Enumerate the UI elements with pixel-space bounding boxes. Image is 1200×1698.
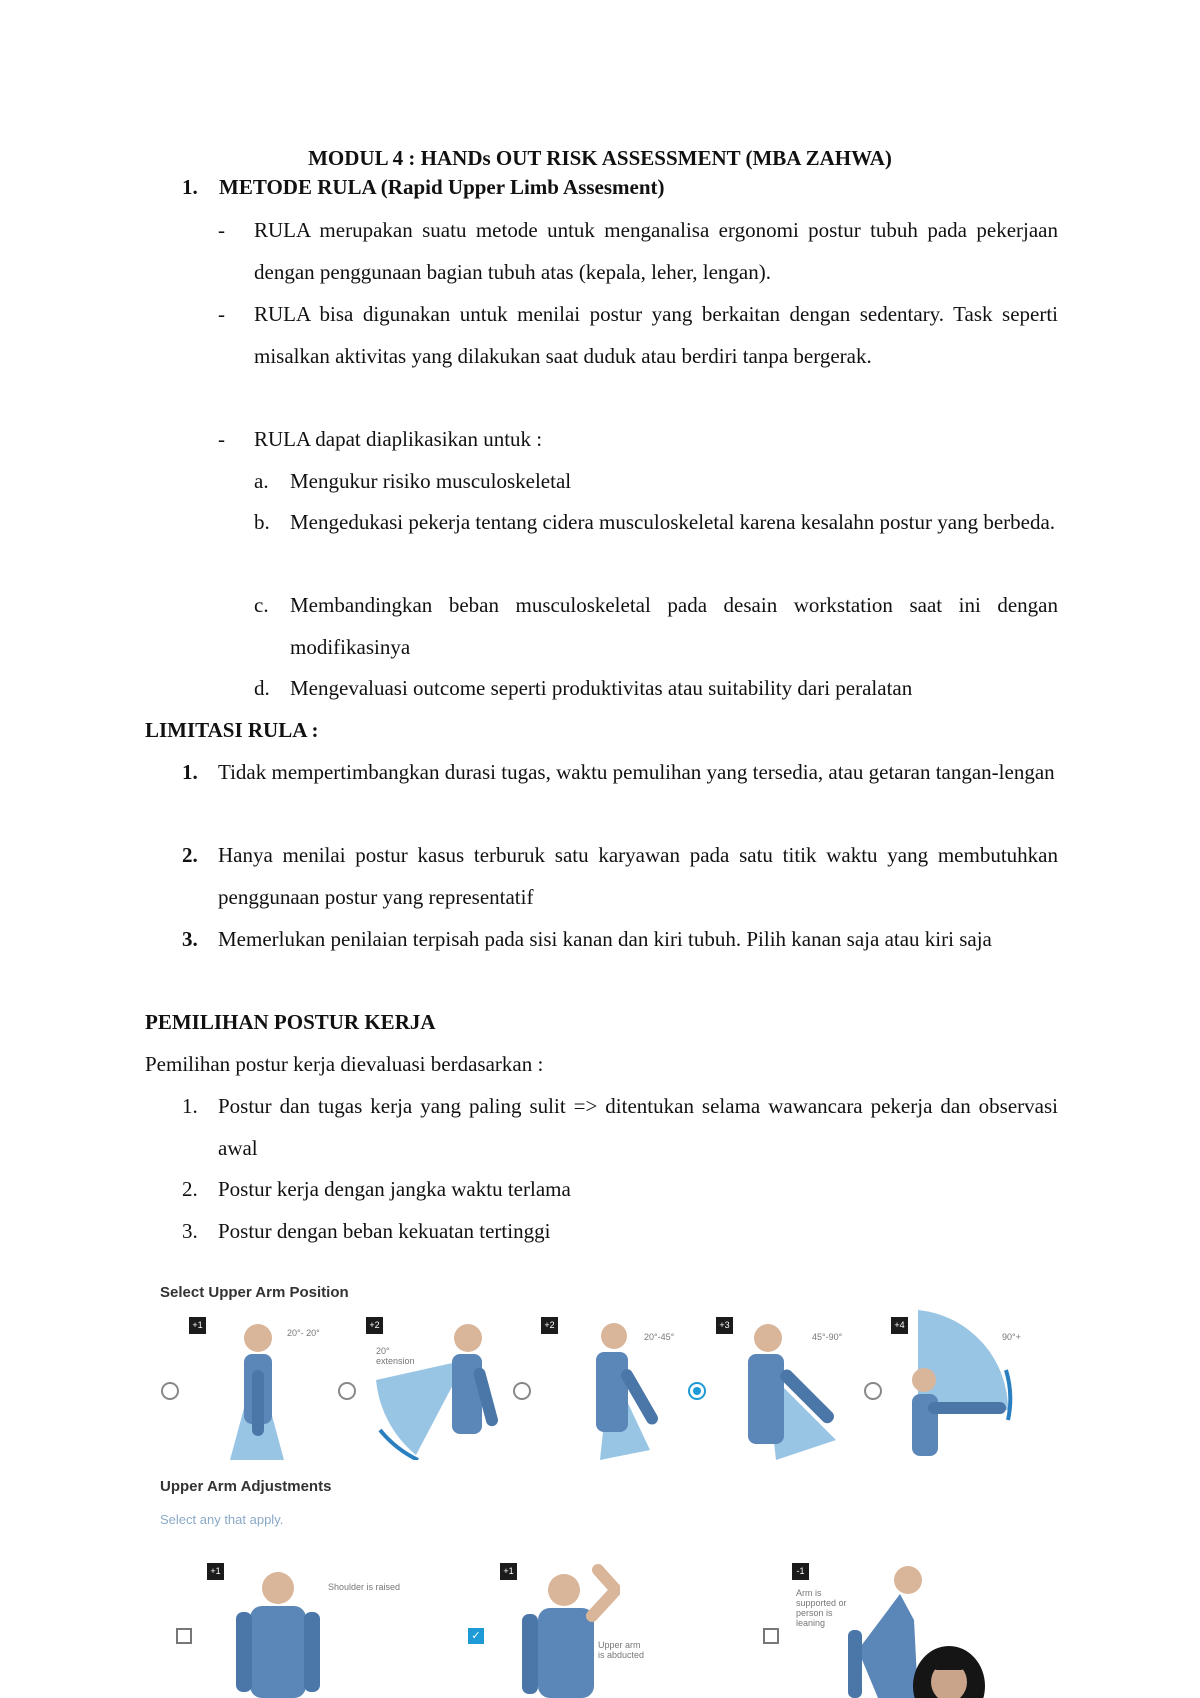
- adjustment-checkbox-3[interactable]: [763, 1628, 779, 1644]
- limitasi-item: [182, 751, 1058, 793]
- limitasi-marker: 3.: [182, 927, 198, 951]
- position-radio-1[interactable]: [161, 1382, 179, 1400]
- position-radio-5[interactable]: [864, 1382, 882, 1400]
- score-badge: +2: [541, 1317, 558, 1334]
- limitasi-text: Tidak mempertimbangkan durasi tugas, waktu pemulihan yang tersedia, atau getaran tangan-lengan: [218, 760, 1055, 784]
- score-badge: -1: [792, 1563, 809, 1580]
- adjustment-label: Arm is supported or person is leaning: [796, 1588, 847, 1628]
- bullet-text: RULA merupakan suatu metode untuk menganalisa ergonomi postur tubuh pada pekerjaan dengan penggunaan bagian tubuh atas (kepala, leher, lengan).: [254, 218, 1058, 284]
- bullet-marker: -: [218, 218, 225, 242]
- sub-item-text: Mengukur risiko musculoskeletal: [290, 469, 572, 493]
- pemilihan-text: Postur dan tugas kerja yang paling sulit => ditentukan selama wawancara pekerja dan observasi awal: [218, 1094, 1058, 1160]
- sub-item-marker: c.: [254, 593, 269, 617]
- angle-label: 20° extension: [376, 1346, 415, 1366]
- sub-item: [254, 460, 1058, 502]
- adjustment-checkbox-2[interactable]: ✓: [468, 1628, 484, 1644]
- limitasi-marker: 1.: [182, 760, 198, 784]
- limitasi-heading: LIMITASI RULA :: [145, 718, 319, 742]
- bullet-text: RULA dapat diaplikasikan untuk :: [254, 427, 543, 451]
- angle-label: 20°- 20°: [287, 1328, 320, 1338]
- section-1-heading: [182, 166, 665, 208]
- sub-item-text: Mengedukasi pekerja tentang cidera musculoskeletal karena kesalahn postur yang berbeda.: [290, 510, 1056, 534]
- posture-figure-5: [908, 1310, 1018, 1460]
- sub-item-text: Membandingkan beban musculoskeletal pada desain workstation saat ini dengan modifikasinya: [290, 593, 1058, 659]
- adjustment-checkbox-1[interactable]: [176, 1628, 192, 1644]
- limitasi-text: Memerlukan penilaian terpisah pada sisi kanan dan kiri tubuh. Pilih kanan saja atau kiri saja: [218, 927, 992, 951]
- adjustments-subtitle: Select any that apply.: [160, 1512, 284, 1527]
- pemilihan-text: Postur kerja dengan jangka waktu terlama: [218, 1177, 571, 1201]
- adjustment-label: Shoulder is raised: [328, 1582, 401, 1592]
- score-badge: +3: [716, 1317, 733, 1334]
- position-radio-3[interactable]: [513, 1382, 531, 1400]
- score-badge: +1: [500, 1563, 517, 1580]
- posture-figure-3: [570, 1310, 660, 1460]
- limitasi-marker: 2.: [182, 843, 198, 867]
- score-badge: +1: [207, 1563, 224, 1580]
- sub-item: [254, 667, 1058, 709]
- posture-figure-1: [212, 1310, 302, 1460]
- score-badge: +1: [189, 1317, 206, 1334]
- sub-item: [254, 584, 1058, 668]
- sub-item-text: Mengevaluasi outcome seperti produktivitas atau suitability dari peralatan: [290, 676, 913, 700]
- pemilihan-item: [182, 1085, 1058, 1169]
- pemilihan-intro: Pemilihan postur kerja dievaluasi berdasarkan :: [145, 1052, 544, 1076]
- limitasi-item: [182, 918, 1058, 960]
- limitasi-item: [182, 834, 1058, 918]
- section-number: 1.: [182, 175, 198, 199]
- adjustment-figure-2: [520, 1560, 620, 1698]
- posture-figure-2: [376, 1310, 506, 1460]
- pemilihan-marker: 2.: [182, 1177, 198, 1201]
- sub-item-marker: a.: [254, 469, 269, 493]
- angle-label: 90°+: [1002, 1332, 1021, 1342]
- webcam-overlay: [908, 1646, 990, 1698]
- position-radio-4[interactable]: [688, 1382, 706, 1400]
- score-badge: +4: [891, 1317, 908, 1334]
- posture-figure-4: [726, 1310, 846, 1460]
- bullet-marker: -: [218, 427, 225, 451]
- angle-label: 45°-90°: [812, 1332, 843, 1342]
- bullet-marker: -: [218, 302, 225, 326]
- limitasi-text: Hanya menilai postur kasus terburuk satu karyawan pada satu titik waktu yang membutuhkan penggunaan postur yang representatif: [218, 843, 1058, 909]
- section-heading-text: METODE RULA (Rapid Upper Limb Assesment): [219, 175, 665, 199]
- adjustment-figure-1: [228, 1560, 328, 1698]
- pemilihan-item: [182, 1210, 1058, 1252]
- sub-item-marker: d.: [254, 676, 270, 700]
- bullet-text: RULA bisa digunakan untuk menilai postur yang berkaitan dengan sedentary. Task seperti misalkan aktivitas yang dilakukan saat duduk atau berdiri tanpa bergerak.: [254, 302, 1058, 368]
- bullet-item: [218, 418, 1058, 460]
- position-radio-2[interactable]: [338, 1382, 356, 1400]
- bullet-item: [218, 293, 1058, 377]
- adjustment-label: Upper arm is abducted: [598, 1640, 645, 1660]
- bullet-item: [218, 209, 1058, 293]
- score-badge: +2: [366, 1317, 383, 1334]
- adjustments-title: Upper Arm Adjustments: [160, 1478, 332, 1495]
- pemilihan-marker: 1.: [182, 1094, 198, 1118]
- page-title: MODUL 4 : HANDs OUT RISK ASSESSMENT (MBA ZAHWA): [308, 146, 892, 170]
- sub-item-marker: b.: [254, 510, 270, 534]
- pemilihan-heading: PEMILIHAN POSTUR KERJA: [145, 1010, 436, 1034]
- pemilihan-item: [182, 1168, 1058, 1210]
- angle-label: 20°-45°: [644, 1332, 675, 1342]
- pemilihan-text: Postur dengan beban kekuatan tertinggi: [218, 1219, 551, 1243]
- sub-item: [254, 501, 1058, 543]
- pemilihan-marker: 3.: [182, 1219, 198, 1243]
- figure-title: Select Upper Arm Position: [160, 1284, 349, 1301]
